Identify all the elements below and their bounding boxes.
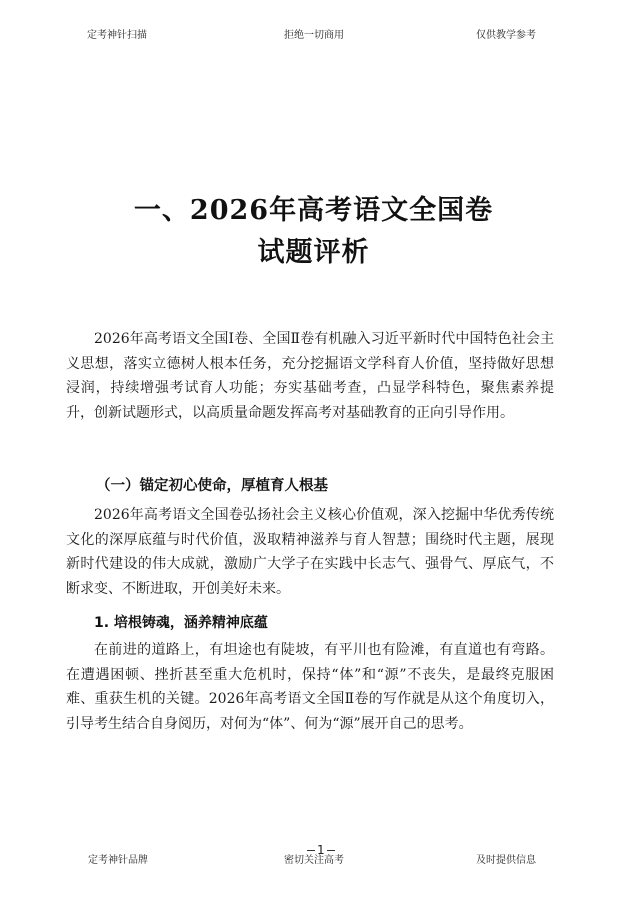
header-center-text: 拒绝一切商用: [284, 30, 344, 41]
page-header: [0, 26, 627, 46]
header-right-text: 仅供教学参考: [476, 30, 536, 41]
footer-right-text: 及时提供信息: [476, 855, 536, 866]
title-line-2: 试题评析: [257, 237, 370, 268]
section-1-heading: （一）锚定初心使命，厚植育人根基: [96, 478, 328, 494]
subsection-1-heading: 1. 培根铸魂，涵养精神底蕴: [94, 615, 268, 631]
subsection-1-paragraph: 在前进的道路上，有坦途也有陡坡，有平川也有险滩，有直道也有弯路。在遭遇困顿、挫折甚至重大危机时，保持“体”和“源”不丧失，是最终克服困难、重获生机的关键。2026年高考语文全国Ⅱ卷的写作就是从这个角度切入，引导考生结合自身阅历，对何为“体”、何为“源”展开自己的思考。: [66, 642, 554, 732]
footer-left-text: 定考神针品牌: [88, 855, 148, 866]
header-left-text: 定考神针扫描: [87, 30, 147, 41]
section-1-paragraph: 2026年高考语文全国卷弘扬社会主义核心价值观，深入挖掘中华优秀传统文化的深厚底蕴与时代价值，汲取精神滋养与育人智慧；围绕时代主题，展现新时代建设的伟大成就，激励广大学子在实践中长志气、强骨气、厚底气，不断求变、不断进取，开创美好未来。: [66, 507, 554, 597]
document-title: [0, 190, 627, 274]
footer-center-text: 密切关注高考: [284, 855, 344, 866]
title-line-1: 一、2026年高考语文全国卷: [133, 195, 494, 226]
page-footer: [0, 851, 627, 871]
page-number: 1: [305, 843, 337, 857]
intro-paragraph: 2026年高考语文全国Ⅰ卷、全国Ⅱ卷有机融入习近平新时代中国特色社会主义思想，落实立德树人根本任务，充分挖掘语文学科育人价值，坚持做好思想浸润，持续增强考试育人功能；夯实基础考查，凸显学科特色，聚焦素养提升，创新试题形式，以高质量命题发挥高考对基础教育的正向引导作用。: [66, 331, 554, 421]
